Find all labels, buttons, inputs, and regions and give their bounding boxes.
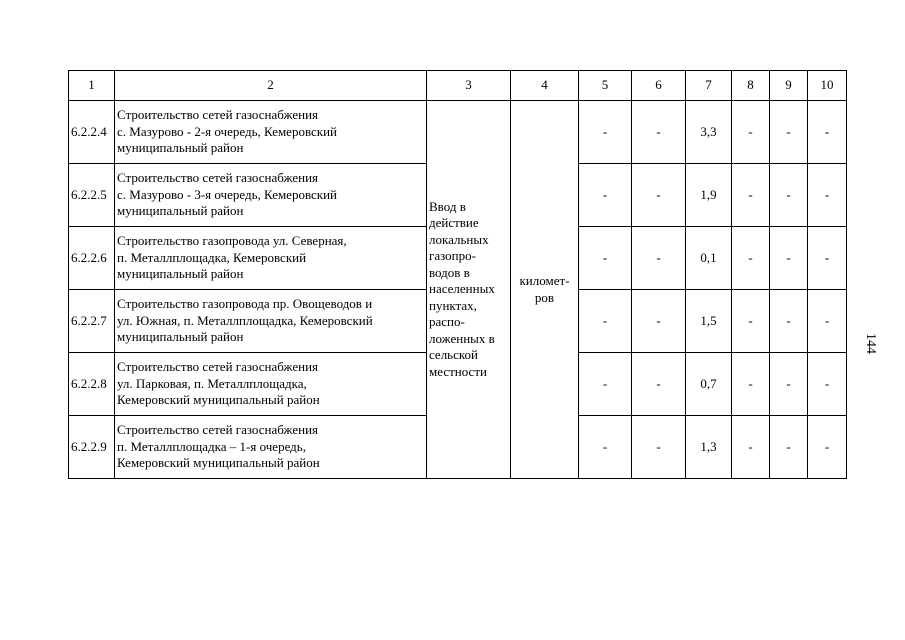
value-cell: - — [632, 164, 686, 227]
unit-cell — [511, 101, 579, 479]
row-name-line: Строительство сетей газоснабжения — [117, 359, 319, 375]
table-row — [69, 101, 847, 164]
value-cell: - — [808, 101, 847, 164]
header-cell: 2 — [115, 71, 427, 101]
value-cell: - — [808, 164, 847, 227]
row-name — [115, 290, 427, 353]
header-cell: 6 — [632, 71, 686, 101]
value-cell: 1,9 — [686, 164, 732, 227]
value-cell: - — [732, 101, 770, 164]
value-cell: - — [808, 416, 847, 479]
header-cell: 7 — [686, 71, 732, 101]
indicator-line: водов в — [429, 264, 470, 280]
unit-line: ров — [534, 289, 555, 305]
row-name-line: Кемеровский муниципальный район — [117, 455, 320, 471]
document-table — [68, 70, 847, 479]
row-name-line: Строительство газопровода ул. Северная, — [117, 233, 347, 249]
value-cell: 0,1 — [686, 227, 732, 290]
value-cell: - — [579, 416, 632, 479]
value-cell: - — [732, 416, 770, 479]
indicator-line: местности — [429, 363, 487, 379]
unit-line: километ- — [519, 273, 570, 288]
value-cell: 1,5 — [686, 290, 732, 353]
row-name-line: Строительство сетей газоснабжения — [117, 170, 319, 186]
indicator-line: пунктах, — [429, 297, 477, 313]
row-name-line: ул. Парковая, п. Металлплощадка, — [117, 375, 307, 391]
indicator-line: распо- — [429, 314, 465, 330]
row-name — [115, 101, 427, 164]
indicator-line: действие — [429, 215, 479, 231]
indicator-cell — [427, 101, 511, 479]
row-name — [115, 353, 427, 416]
indicator-line: сельской — [429, 347, 478, 363]
row-name-line: ул. Южная, п. Металлплощадка, Кемеровский — [117, 312, 373, 328]
row-code: 6.2.2.6 — [69, 227, 115, 290]
row-name-line: муниципальный район — [117, 266, 244, 282]
header-cell: 9 — [770, 71, 808, 101]
value-cell: - — [770, 101, 808, 164]
value-cell: - — [632, 290, 686, 353]
row-name — [115, 416, 427, 479]
row-code: 6.2.2.5 — [69, 164, 115, 227]
row-name-line: Строительство сетей газоснабжения — [117, 107, 319, 123]
value-cell: - — [808, 227, 847, 290]
value-cell: - — [770, 164, 808, 227]
value-cell: - — [579, 227, 632, 290]
row-name-line: муниципальный район — [117, 329, 244, 345]
value-cell: - — [770, 416, 808, 479]
header-cell: 8 — [732, 71, 770, 101]
row-name — [115, 227, 427, 290]
value-cell: - — [632, 353, 686, 416]
row-code: 6.2.2.7 — [69, 290, 115, 353]
indicator-line: Ввод в — [429, 198, 466, 214]
header-cell: 4 — [511, 71, 579, 101]
header-cell: 3 — [427, 71, 511, 101]
value-cell: - — [732, 164, 770, 227]
value-cell: - — [770, 227, 808, 290]
indicator-line: населенных — [429, 281, 495, 297]
row-name-line: с. Мазурово - 3-я очередь, Кемеровский — [117, 186, 338, 202]
value-cell: - — [770, 290, 808, 353]
row-name-line: Кемеровский муниципальный район — [117, 392, 320, 408]
page-number: 144 — [863, 333, 878, 354]
value-cell: - — [632, 101, 686, 164]
value-cell: 3,3 — [686, 101, 732, 164]
row-name-line: с. Мазурово - 2-я очередь, Кемеровский — [117, 123, 338, 139]
value-cell: - — [579, 353, 632, 416]
row-name-line: муниципальный район — [117, 203, 244, 219]
row-name-line: п. Металлплощадка, Кемеровский — [117, 249, 307, 265]
indicator-line: локальных — [429, 231, 489, 247]
row-name-line: п. Металлплощадка – 1-я очередь, — [117, 438, 306, 454]
header-cell: 5 — [579, 71, 632, 101]
row-code: 6.2.2.8 — [69, 353, 115, 416]
header-row — [69, 71, 847, 101]
value-cell: - — [579, 164, 632, 227]
row-name — [115, 164, 427, 227]
value-cell: - — [732, 227, 770, 290]
header-cell: 10 — [808, 71, 847, 101]
row-name-line: муниципальный район — [117, 140, 244, 156]
value-cell: - — [808, 290, 847, 353]
row-name-line: Строительство сетей газоснабжения — [117, 422, 319, 438]
value-cell: - — [579, 290, 632, 353]
value-cell: - — [632, 416, 686, 479]
value-cell: - — [808, 353, 847, 416]
row-code: 6.2.2.4 — [69, 101, 115, 164]
value-cell: - — [732, 353, 770, 416]
value-cell: - — [579, 101, 632, 164]
value-cell: - — [732, 290, 770, 353]
indicator-line: газопро- — [429, 248, 476, 264]
value-cell: - — [770, 353, 808, 416]
value-cell: 1,3 — [686, 416, 732, 479]
row-code: 6.2.2.9 — [69, 416, 115, 479]
value-cell: 0,7 — [686, 353, 732, 416]
value-cell: - — [632, 227, 686, 290]
row-name-line: Строительство газопровода пр. Овощеводов и — [117, 296, 373, 312]
header-cell: 1 — [69, 71, 115, 101]
indicator-line: ложенных в — [429, 330, 495, 346]
